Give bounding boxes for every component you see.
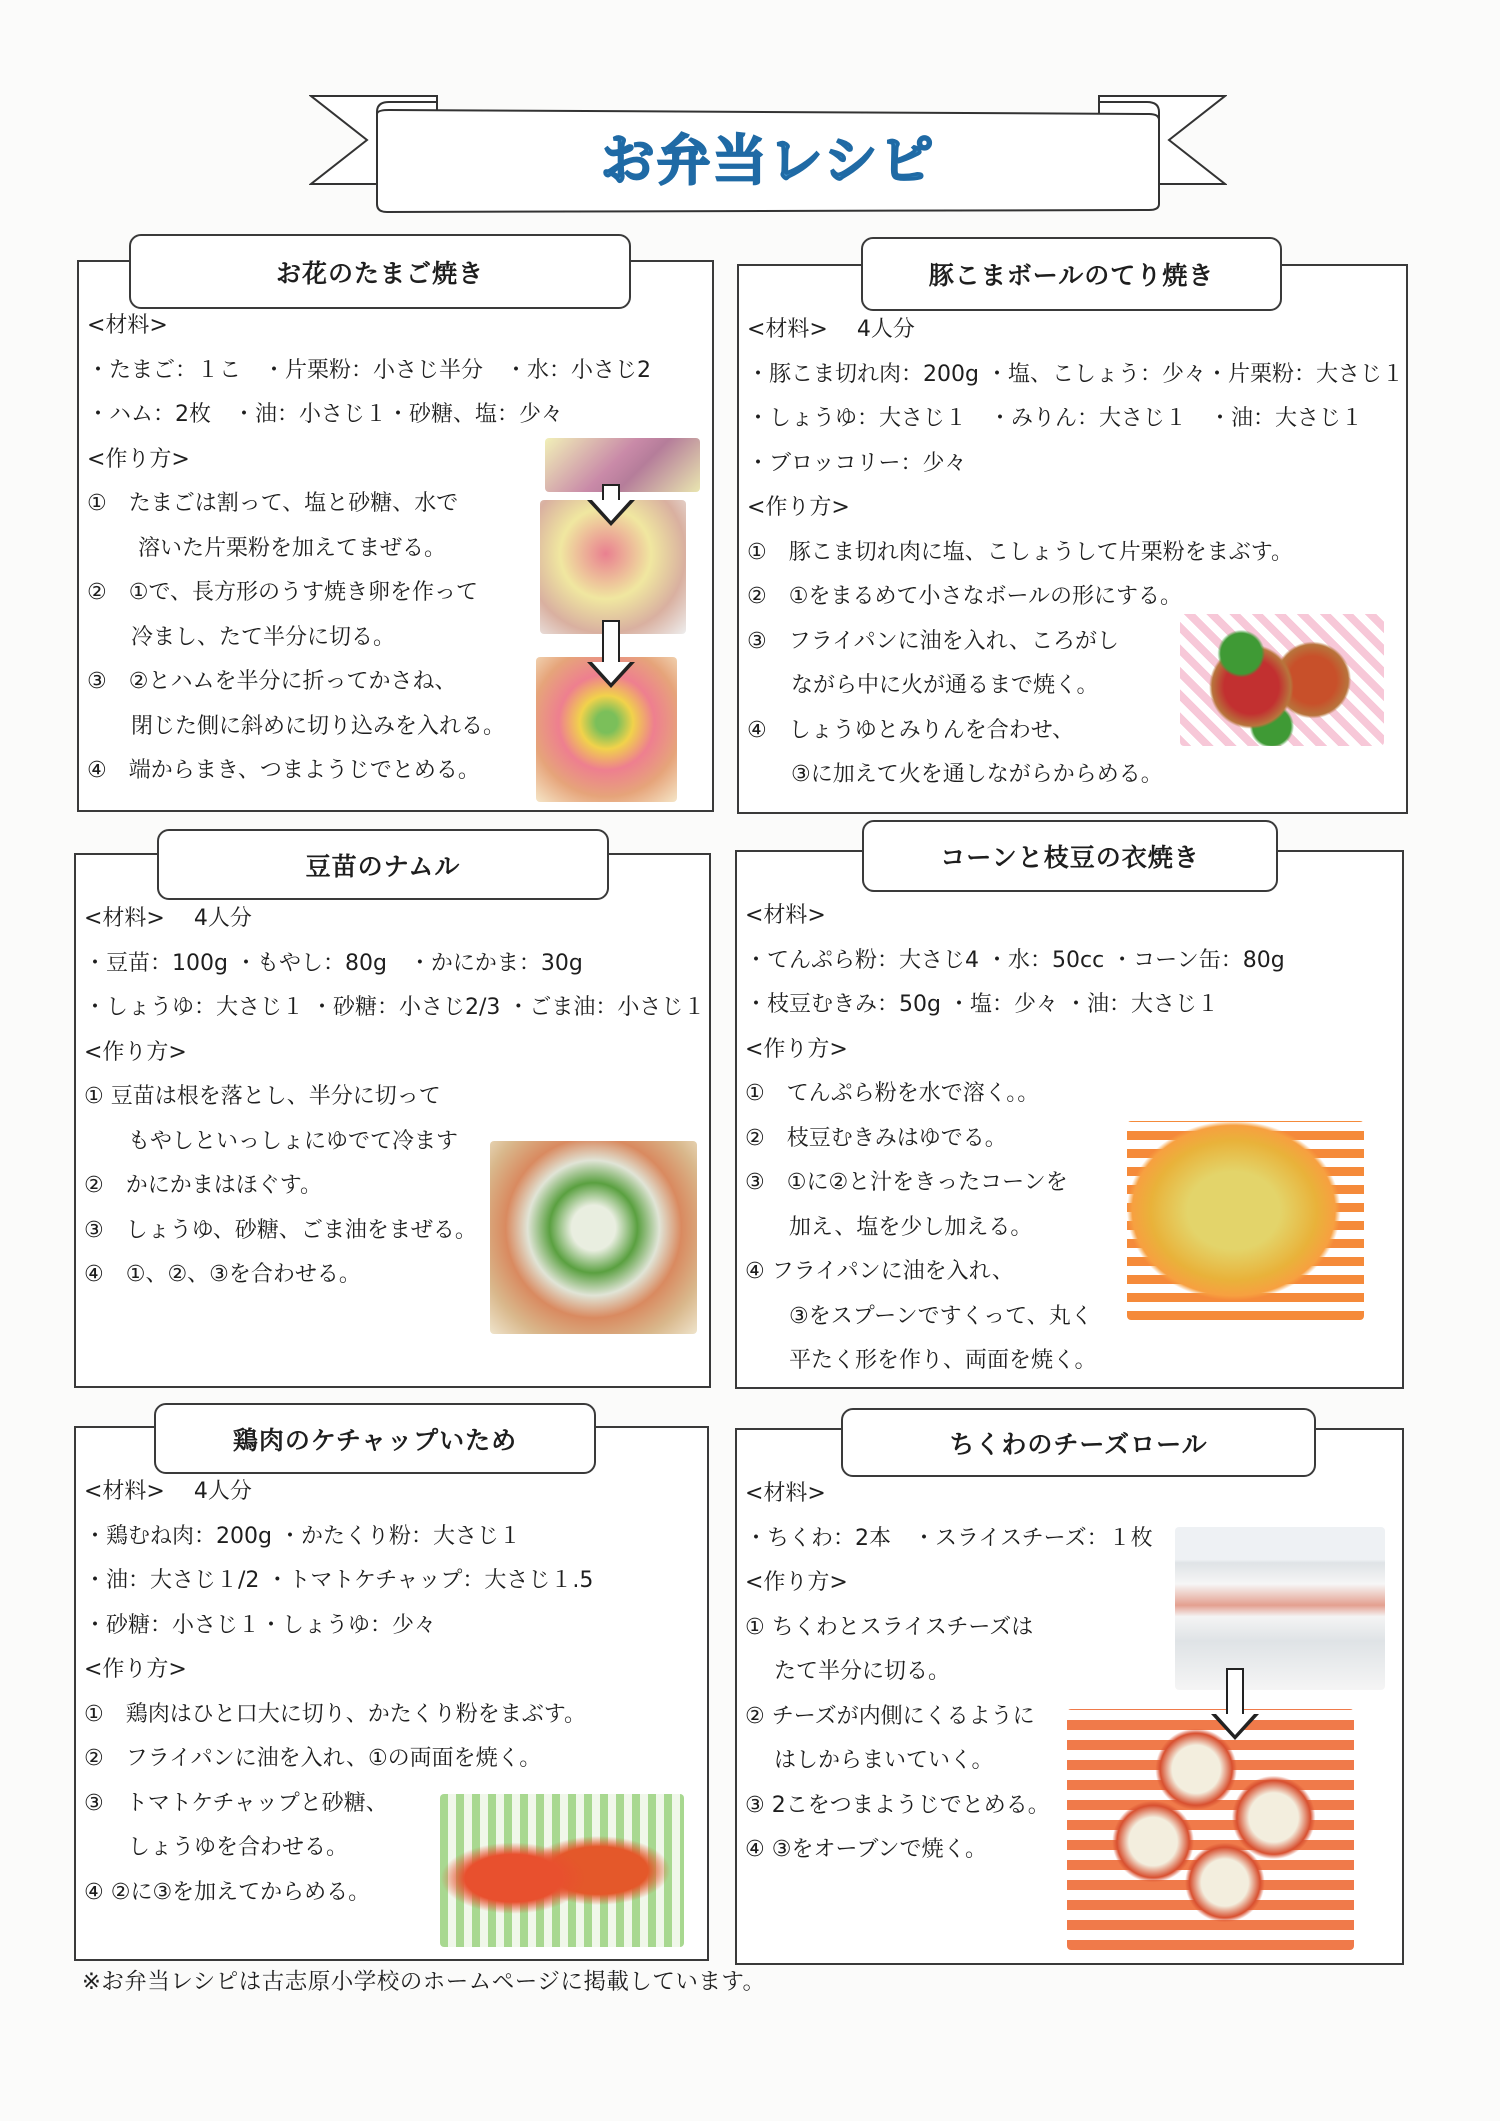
recipe-line: <材料> 4人分 [84,1479,252,1504]
recipe-line: <作り方> [745,1570,848,1595]
recipe-line: ① 鶏肉はひと口大に切り、かたくり粉をまぶす。 [84,1701,586,1727]
recipe-line: ・豚こま切れ肉：200g ・塩、こしょう：少々・片栗粉：大さじ１ [747,361,1404,387]
recipe-line: ④ ①、②、③を合わせる。 [84,1262,361,1287]
recipe-line: ② フライパンに油を入れ、①の両面を焼く。 [84,1746,542,1771]
recipe-line: ② チーズが内側にくるように [745,1703,1035,1729]
recipe-line: ② 枝豆むきみはゆでる。 [745,1125,1007,1151]
recipe-line: <作り方> [87,446,190,472]
recipe-title: コーンと枝豆の衣焼き [862,820,1278,892]
page-title: お弁当レシピ [600,129,936,192]
recipe-line: ③ フライパンに油を入れ、ころがし [747,628,1119,654]
recipe-line: ④ ③をオーブンで焼く。 [745,1837,988,1862]
recipe-line: ④ 端からまき、つまようじでとめる。 [87,758,480,783]
pork-ball-photo [1180,614,1384,746]
recipe-line: ① ちくわとスライスチーズは [745,1614,1034,1640]
recipe-line: ・油：大さじ１/2 ・トマトケチャップ：大さじ１.5 [84,1568,594,1593]
recipe-line: たて半分に切る。 [745,1659,950,1684]
recipe-line: ③ 2こをつまようじでとめる。 [745,1792,1050,1818]
recipe-line: 冷まし、たて半分に切る。 [87,624,396,650]
recipe-line: ④ フライパンに油を入れ、 [745,1259,1014,1284]
recipe-line: ・ブロッコリー：少々 [747,450,967,476]
recipe-line: ・しょうゆ：大さじ１ ・みりん：大さじ１ ・油：大さじ１ [747,406,1364,431]
recipe-line: ・豆苗：100g ・もやし：80g ・かにかま：30g [84,950,583,976]
recipe-line: ③ ①に②と汁をきったコーンを [745,1170,1068,1195]
chikuwa-roll-photo [1067,1709,1354,1950]
recipe-line: ③をスプーンですくって、丸く [745,1303,1093,1329]
recipe-line: <作り方> [84,1657,187,1682]
recipe-title: ちくわのチーズロール [841,1408,1316,1477]
recipe-line: はしからまいていく。 [745,1748,994,1773]
ham-photo [545,438,700,492]
recipe-line: <材料> 4人分 [84,906,252,931]
recipe-line: ・ちくわ：2本 ・スライスチーズ：１枚 [745,1525,1153,1551]
recipe-line: しょうゆを合わせる。 [84,1835,349,1860]
recipe-line: <作り方> [747,495,850,520]
recipe-line: ② かにかまはほぐす。 [84,1173,322,1198]
recipe-line: <作り方> [745,1036,848,1062]
recipe-line: もやしといっしょにゆでて冷ます [84,1128,459,1154]
recipe-line: ・たまご：１こ ・片栗粉：小さじ半分 ・水：小さじ2 [87,357,651,383]
recipe-line: ③ ②とハムを半分に折ってかさね、 [87,669,457,694]
chikuwa-cheese-photo [1175,1527,1385,1690]
recipe-line: ③ しょうゆ、砂糖、ごま油をまぜる。 [84,1217,477,1243]
recipe-line: ・鶏むね肉：200g ・かたくり粉：大さじ１ [84,1523,521,1549]
footer-note: ※お弁当レシピは古志原小学校のホームページに掲載しています。 [82,1969,766,1995]
recipe-line: ・てんぷら粉：大さじ4 ・水：50cc ・コーン缶：80g [745,947,1285,973]
recipe-line: 加え、塩を少し加える。 [745,1214,1033,1240]
recipe-line: ・ハム：2枚 ・油：小さじ１・砂糖、塩：少々 [87,402,563,427]
recipe-line: ながら中に火が通るまで焼く。 [747,673,1099,698]
recipe-line: ・砂糖：小さじ１・しょうゆ：少々 [84,1612,437,1638]
recipe-line: ② ①をまるめて小さなボールの形にする。 [747,584,1183,609]
recipe-line: ・しょうゆ：大さじ１ ・砂糖：小さじ2/3 ・ごま油：小さじ１ [84,995,706,1020]
chicken-photo [440,1794,684,1947]
namul-photo [490,1141,697,1334]
recipe-line: ① てんぷら粉を水で溶く。。 [745,1081,1040,1106]
recipe-line: <材料> [745,1481,826,1506]
recipe-line: 溶いた片栗粉を加えてまぜる。 [87,535,446,561]
recipe-line: 平たく形を作り、両面を焼く。 [745,1348,1097,1373]
recipe-line: ① たまごは割って、塩と砂糖、水で [87,491,459,516]
recipe-line: ③ トマトケチャップと砂糖、 [84,1790,388,1816]
recipe-title: 鶏肉のケチャップいため [154,1403,596,1474]
recipe-title: 豆苗のナムル [157,829,609,900]
recipe-line: <作り方> [84,1039,187,1065]
recipe-line: ② ①で、長方形のうす焼き卵を作って [87,580,479,605]
recipe-line: ④ しょうゆとみりんを合わせ、 [747,717,1075,743]
recipe-line: ・枝豆むきみ：50g ・塩：少々 ・油：大さじ１ [745,992,1219,1017]
recipe-title: 豚こまボールのてり焼き [861,237,1282,311]
recipe-line: ③に加えて火を通しながらからめる。 [747,762,1163,787]
recipe-line: <材料> [745,903,826,928]
recipe-line: ① 豚こま切れ肉に塩、こしょうして片栗粉をまぶす。 [747,539,1293,565]
recipe-line: ④ ②に③を加えてからめる。 [84,1879,371,1905]
recipe-title: お花のたまご焼き [129,234,631,309]
recipe-line: <材料> [87,313,168,338]
recipe-line: 閉じた側に斜めに切り込みを入れる。 [87,713,506,739]
recipe-line: <材料> 4人分 [747,317,915,342]
title-banner [309,92,1227,217]
recipe-line: ① 豆苗は根を落とし、半分に切って [84,1084,441,1109]
corn-edamame-photo [1127,1121,1364,1320]
